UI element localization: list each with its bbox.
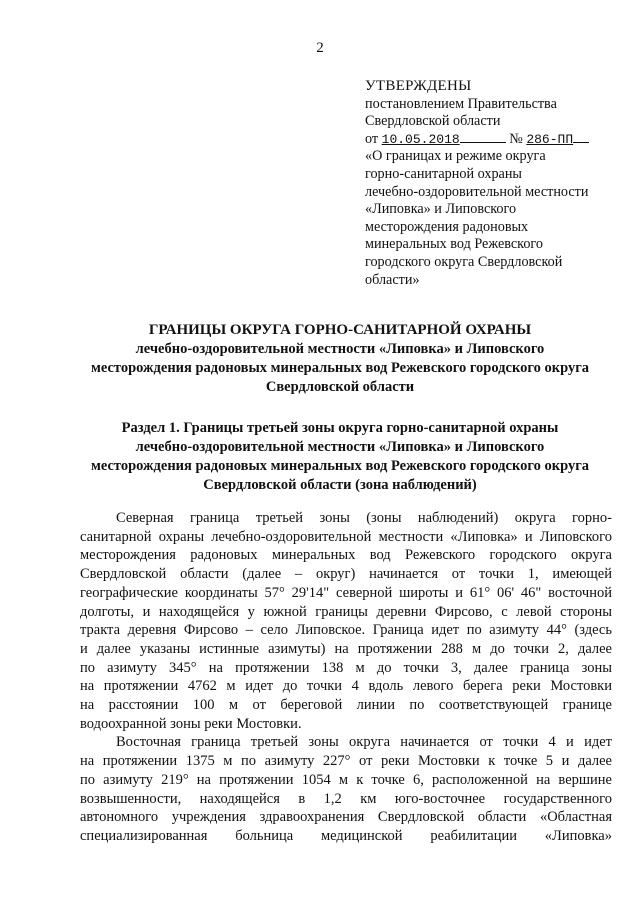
section-heading xyxy=(80,419,600,495)
text-line: по азимуту 219° на протяжении 1054 м к точке 6, расположенной на вершине xyxy=(80,771,612,788)
text-line: долготы, и находящейся у южной границы деревни Фирсово, с левой стороны xyxy=(80,603,612,620)
text-line: по азимуту 345° на протяжении 138 м до точки 3, далее граница зоны xyxy=(80,659,612,676)
body-text xyxy=(80,509,612,846)
underline-blank xyxy=(573,132,589,143)
approval-line: постановлением Правительства xyxy=(365,95,557,112)
section-line: Раздел 1. Границы третьей зоны округа горно-санитарной охраны xyxy=(121,420,559,436)
approval-date-number xyxy=(365,131,625,149)
text-line: месторождения радоновых минеральных вод Режевского городского округа xyxy=(80,547,612,564)
approval-number: 286-ПП xyxy=(526,131,574,147)
text-line: Восточная граница третьей зоны округа начинается от точки 4 и идет xyxy=(116,734,612,751)
paragraph-east-border xyxy=(80,733,612,845)
paragraph-north-border xyxy=(80,509,612,733)
approval-block xyxy=(365,78,625,289)
text-line: тракта деревня Фирсово – село Липовское. Граница идет по азимуту 44° (здесь xyxy=(80,622,612,639)
text-line: специализированная больница медицинской реабилитации «Липовка» xyxy=(80,827,612,844)
title-line: месторождения радоновых минеральных вод Режевского городского округа xyxy=(90,360,590,376)
text-line: санитарной охраны лечебно-оздоровительной местности «Липовка» и Липовского xyxy=(80,528,612,545)
approval-subject-line: минеральных вод Режевского xyxy=(365,236,543,253)
approval-subject-line: области» xyxy=(365,271,420,288)
approval-subject-line: «Липовка» и Липовского xyxy=(365,201,517,218)
text-line: и далее указаны истинные азимуты) на протяжении 288 м до точки 2, далее xyxy=(80,640,612,657)
approval-subject-line: горно-санитарной охраны xyxy=(365,165,522,182)
text-line: водоохранной зоны реки Мостовки. xyxy=(80,715,302,732)
approval-subject-line: «О границах и режиме округа xyxy=(365,148,546,165)
approval-subject-line: городского округа Свердловской xyxy=(365,253,563,270)
approval-line: Свердловской области xyxy=(365,113,501,130)
title-line: ГРАНИЦЫ ОКРУГА ГОРНО-САНИТАРНОЙ ОХРАНЫ xyxy=(148,322,532,338)
approval-subject-line: месторождения радоновых xyxy=(365,218,529,235)
approval-date: 10.05.2018 xyxy=(381,131,460,147)
text-line: возвышенности, находящейся в 1,2 км юго-восточнее государственного xyxy=(80,790,612,807)
approval-subject-line: лечебно-оздоровительной местности xyxy=(365,183,589,200)
number-label: № xyxy=(509,130,523,147)
text-line: Свердловской области (далее – округ) начинается от точки 1, имеющей xyxy=(80,566,612,583)
page-number: 2 xyxy=(316,40,324,56)
title-line: Свердловской области xyxy=(265,379,415,395)
text-line: на расстоянии 100 м от береговой линии по соответствующей границе xyxy=(80,697,612,714)
title-line: лечебно-оздоровительной местности «Липовка» и Липовского xyxy=(135,341,545,357)
text-line: на протяжении 1375 м по азимуту 227° от реки Мостовки к точке 5 и далее xyxy=(80,753,612,770)
text-line: автономного учреждения здравоохранения Свердловской области «Областная xyxy=(80,809,612,826)
section-line: Свердловской области (зона наблюдений) xyxy=(203,477,477,493)
section-line: месторождения радоновых минеральных вод Режевского городского округа xyxy=(90,458,590,474)
underline-blank xyxy=(460,132,506,143)
text-line: Северная граница третьей зоны (зоны наблюдений) округа горно- xyxy=(116,510,612,526)
text-line: на протяжении 4762 м идет до точки 4 вдоль левого берега реки Мостовки xyxy=(80,678,612,695)
from-label: от xyxy=(365,130,379,147)
document-title xyxy=(80,321,600,397)
section-line: лечебно-оздоровительной местности «Липовка» и Липовского xyxy=(135,439,545,455)
approval-heading: УТВЕРЖДЕНЫ xyxy=(365,78,472,94)
text-line: географические координаты 57° 29'14" северной широты и 61° 06' 46" восточной xyxy=(80,584,612,601)
